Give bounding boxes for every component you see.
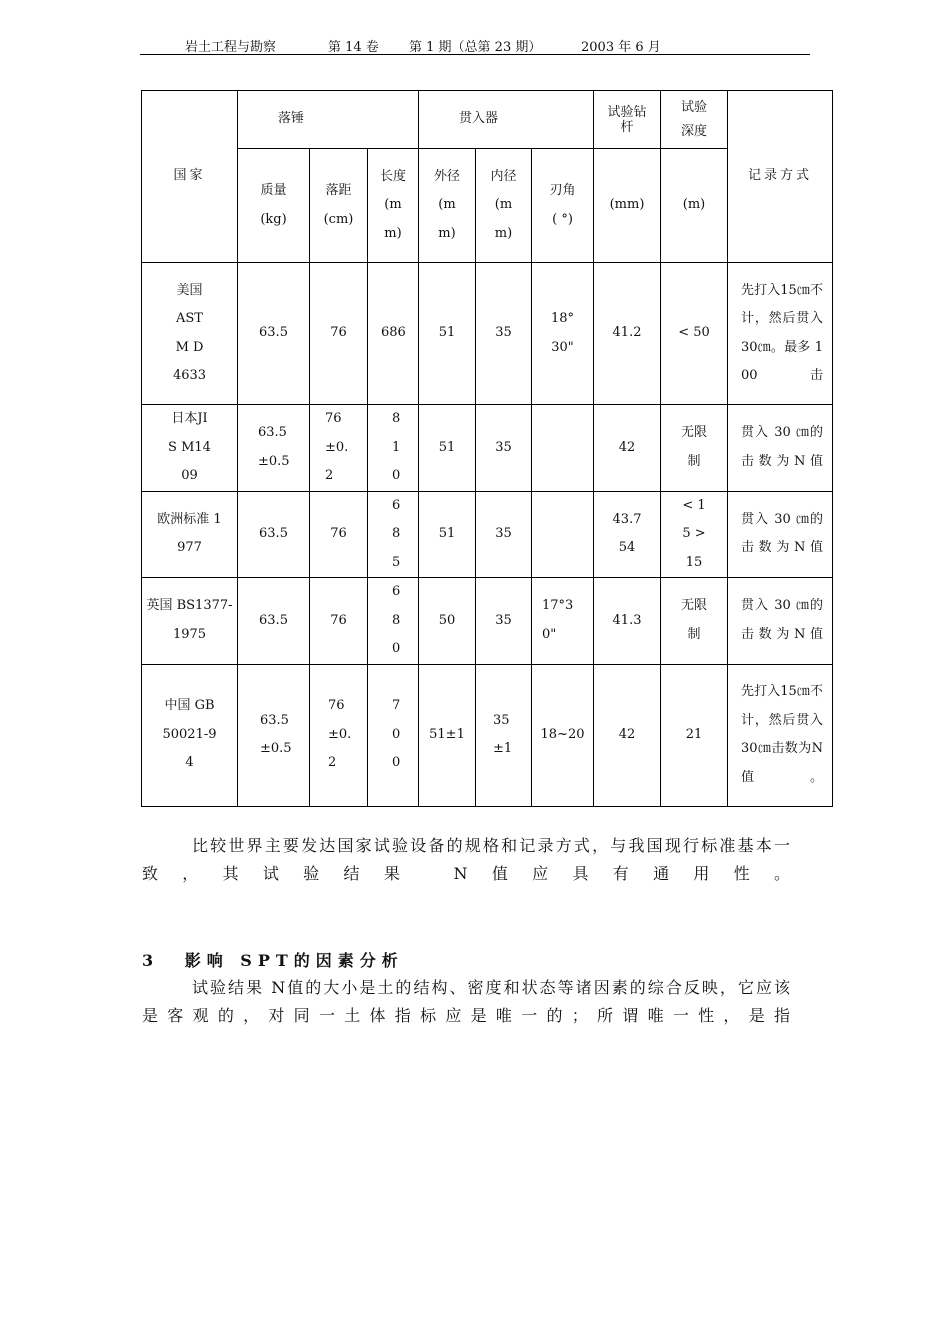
cell-inner: 35±1	[476, 664, 532, 806]
cell-rod: 42	[594, 405, 661, 492]
cell-outer: 50	[419, 578, 476, 665]
header-rod: 试验钻杆	[594, 91, 661, 149]
section-number: 3	[142, 951, 160, 970]
header-depth-unit: (m)	[661, 149, 728, 263]
cell-country: 英国 BS1377-1975	[142, 578, 238, 665]
cell-outer: 51±1	[419, 664, 476, 806]
header-hammer	[238, 91, 419, 149]
cell-country: 日本JIS M1409	[142, 405, 238, 492]
section-heading	[142, 948, 404, 971]
cell-depth: 无限制	[661, 578, 728, 665]
cell-mass: 63.5±0.5	[238, 405, 310, 492]
header-sampler	[419, 91, 594, 149]
cell-depth: < 15 > 15	[661, 491, 728, 578]
header-inner: 内径 (mm)	[476, 149, 532, 263]
spt-comparison-table	[141, 90, 833, 807]
cell-mass: 63.5	[238, 263, 310, 405]
journal-name: 岩土工程与勘察	[185, 40, 277, 55]
table-row	[142, 405, 833, 492]
paragraph-factors: 试验结果 N值的大小是土的结构、密度和状态等诸因素的综合反映，它应该是客观的，对同一土体指标应是唯一的；所谓唯一性，是指	[142, 978, 792, 1025]
cell-record: 先打入15㎝不计，然后贯入30㎝。最多 100 击	[728, 263, 833, 405]
cell-angle: 17°30"	[532, 578, 594, 665]
cell-record: 贯入 30 ㎝的击数为N值	[728, 491, 833, 578]
header-mass: 质量 (kg)	[238, 149, 310, 263]
header-length: 长度 (mm)	[368, 149, 419, 263]
paragraph-comparison: 比较世界主要发达国家试验设备的规格和记录方式，与我国现行标准基本一致，其试验结果 N值应具有通用性。	[142, 836, 792, 883]
cell-rod: 41.2	[594, 263, 661, 405]
header-sampler-label: 贯入器	[459, 111, 499, 127]
header-outer: 外径 (mm)	[419, 149, 476, 263]
cell-drop: 76	[310, 578, 368, 665]
cell-outer: 51	[419, 405, 476, 492]
header-angle: 刃角 ( °)	[532, 149, 594, 263]
cell-length: 686	[368, 263, 419, 405]
cell-outer: 51	[419, 491, 476, 578]
cell-drop: 76	[310, 491, 368, 578]
cell-angle: 18°30"	[532, 263, 594, 405]
cell-record: 贯入 30 ㎝的击数为N值	[728, 405, 833, 492]
cell-inner: 35	[476, 491, 532, 578]
cell-inner: 35	[476, 405, 532, 492]
cell-inner: 35	[476, 578, 532, 665]
header-hammer-label: 落锤	[278, 111, 305, 127]
cell-depth: 21	[661, 664, 728, 806]
header-rod-unit: (mm)	[594, 149, 661, 263]
cell-outer: 51	[419, 263, 476, 405]
cell-mass: 63.5	[238, 491, 310, 578]
header-drop: 落距 (cm)	[310, 149, 368, 263]
table-row	[142, 263, 833, 405]
cell-angle	[532, 491, 594, 578]
section-title: 影响 SPT的因素分析	[184, 951, 404, 970]
cell-country: 欧洲标准 1977	[142, 491, 238, 578]
cell-rod: 41.3	[594, 578, 661, 665]
cell-angle: 18~20	[532, 664, 594, 806]
cell-mass: 63.5	[238, 578, 310, 665]
cell-country: 美国 ASTM D4633	[142, 263, 238, 405]
cell-drop: 76±0.2	[310, 664, 368, 806]
cell-angle	[532, 405, 594, 492]
cell-length: 810	[368, 405, 419, 492]
table-row	[142, 664, 833, 806]
cell-rod: 42	[594, 664, 661, 806]
table-row	[142, 491, 833, 578]
volume-number: 第 14 卷	[328, 40, 379, 55]
cell-length: 680	[368, 578, 419, 665]
cell-depth: < 50	[661, 263, 728, 405]
cell-rod: 43.754	[594, 491, 661, 578]
cell-length: 700	[368, 664, 419, 806]
cell-length: 685	[368, 491, 419, 578]
running-header	[140, 34, 810, 55]
table-row	[142, 578, 833, 665]
cell-country: 中国 GB50021-94	[142, 664, 238, 806]
cell-record: 贯入 30 ㎝的击数为N值	[728, 578, 833, 665]
header-record: 记录方式	[728, 91, 833, 263]
cell-mass: 63.5±0.5	[238, 664, 310, 806]
cell-drop: 76	[310, 263, 368, 405]
header-country: 国家	[142, 91, 238, 263]
cell-drop: 76±0.2	[310, 405, 368, 492]
publication-date: 2003 年 6 月	[581, 40, 661, 55]
cell-inner: 35	[476, 263, 532, 405]
header-depth: 试验深度	[661, 91, 728, 149]
cell-depth: 无限制	[661, 405, 728, 492]
issue-number: 第 1 期（总第 23 期）	[409, 40, 542, 55]
cell-record: 先打入15㎝不计，然后贯入30㎝击数为N值。	[728, 664, 833, 806]
